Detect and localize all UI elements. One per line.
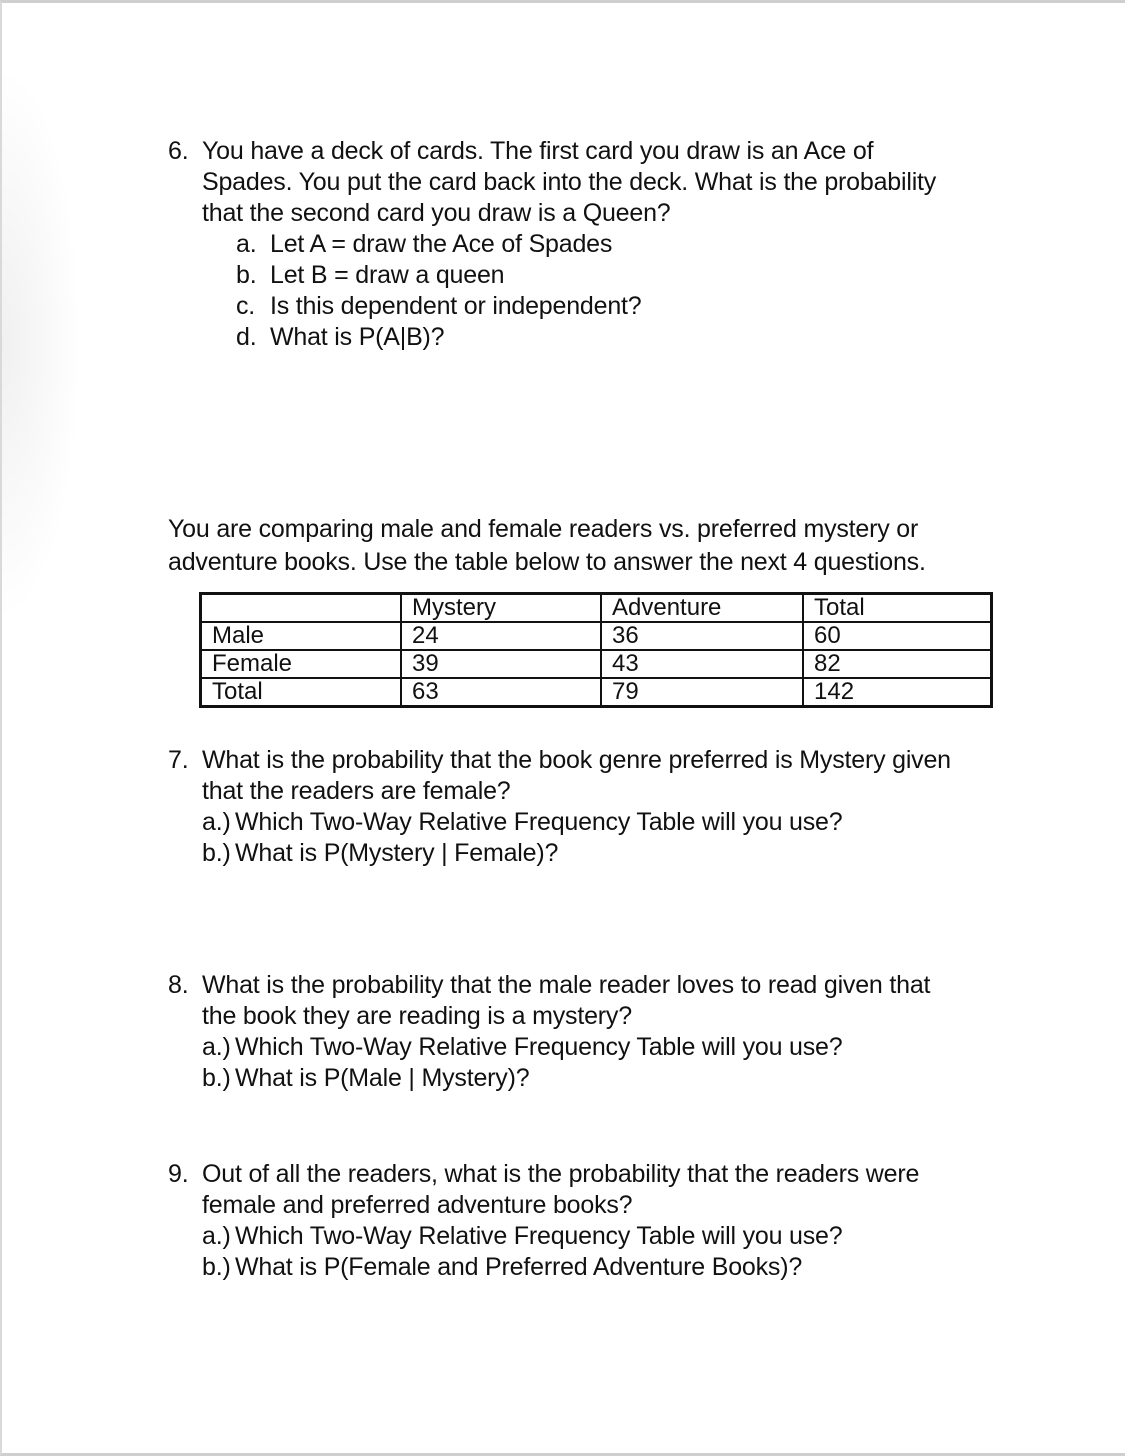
table-header-cell: Total (803, 594, 992, 623)
question-8-part-b: b.) What is P(Male | Mystery)? (202, 1064, 530, 1092)
page-shadow (2, 63, 82, 623)
table-cell: 39 (401, 650, 601, 678)
question-9-part-a: a.) Which Two-Way Relative Frequency Table will you use? (202, 1222, 843, 1250)
table-header-cell (201, 594, 402, 623)
table-cell: Total (201, 678, 402, 707)
table-cell: 36 (601, 622, 803, 650)
table-row (201, 622, 992, 650)
table-cell: 43 (601, 650, 803, 678)
question-6-part-b: b. Let B = draw a queen (236, 261, 505, 289)
question-6-line: Spades. You put the card back into the deck. What is the probability (202, 168, 937, 196)
table-row (201, 678, 992, 707)
question-7-part-a: a.) Which Two-Way Relative Frequency Table will you use? (202, 808, 843, 836)
table-cell: 79 (601, 678, 803, 707)
question-9 (168, 1159, 919, 1283)
table-cell: 24 (401, 622, 601, 650)
question-7-number: 7. (168, 746, 189, 774)
question-6-line: You have a deck of cards. The first card you draw is an Ace of (202, 137, 874, 165)
question-7-part-b: b.) What is P(Mystery | Female)? (202, 839, 559, 867)
question-6-part-a: a. Let A = draw the Ace of Spades (236, 230, 613, 258)
table-header-cell: Adventure (601, 594, 803, 623)
table-intro (168, 513, 926, 579)
question-6-number: 6. (168, 137, 189, 165)
table-cell: 82 (803, 650, 992, 678)
table-intro-line: adventure books. Use the table below to answer the next 4 questions. (168, 548, 926, 576)
table-cell: Male (201, 622, 402, 650)
question-9-line: Out of all the readers, what is the probability that the readers were (202, 1160, 920, 1188)
question-6-line: that the second card you draw is a Queen? (202, 199, 671, 227)
table-cell: 60 (803, 622, 992, 650)
table-cell: Female (201, 650, 402, 678)
question-7 (168, 745, 951, 869)
table-header-row (201, 594, 992, 623)
table-header-cell: Mystery (401, 594, 601, 623)
question-6-part-c: c. Is this dependent or independent? (236, 292, 642, 320)
two-way-frequency-table (199, 592, 993, 708)
table-row (201, 650, 992, 678)
question-6-part-d: d. What is P(A|B)? (236, 323, 445, 351)
question-9-number: 9. (168, 1160, 189, 1188)
question-7-line: that the readers are female? (202, 777, 511, 805)
question-8-line: What is the probability that the male reader loves to read given that (202, 971, 931, 999)
table-cell: 63 (401, 678, 601, 707)
table-cell: 142 (803, 678, 992, 707)
question-7-line: What is the probability that the book genre preferred is Mystery given (202, 746, 951, 774)
question-8 (168, 970, 930, 1094)
table-intro-line: You are comparing male and female readers vs. preferred mystery or (168, 515, 919, 543)
question-8-line: the book they are reading is a mystery? (202, 1002, 632, 1030)
question-9-line: female and preferred adventure books? (202, 1191, 633, 1219)
question-8-number: 8. (168, 971, 189, 999)
question-8-part-a: a.) Which Two-Way Relative Frequency Table will you use? (202, 1033, 843, 1061)
question-6 (168, 136, 936, 353)
question-9-part-b: b.) What is P(Female and Preferred Adventure Books)? (202, 1253, 803, 1281)
